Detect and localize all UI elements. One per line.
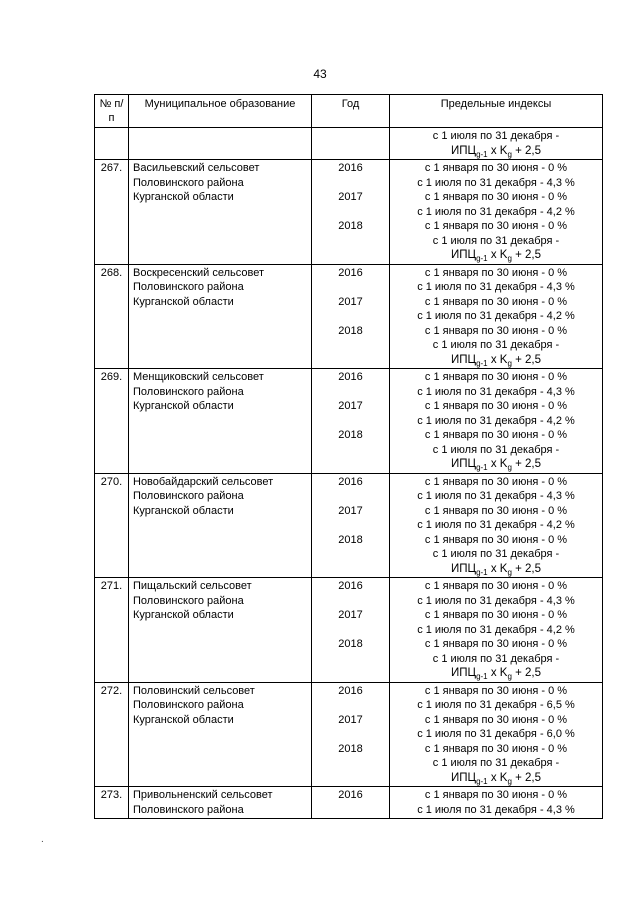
municipality-line: Половинского района <box>133 281 244 293</box>
cell-municipality <box>129 787 312 819</box>
municipality-line: Половинского района <box>133 803 244 816</box>
year-value: 2016 <box>338 684 363 697</box>
municipality-line: Менщиковский сельсовет <box>133 371 264 383</box>
index-line: с 1 июля по 31 декабря - 4,2 % <box>417 519 575 531</box>
ipc-base: ИПЦ <box>451 353 477 366</box>
index-line: с 1 июля по 31 декабря - <box>432 130 560 142</box>
cell-municipality <box>129 264 312 369</box>
index-line: с 1 июля по 31 декабря - <box>432 652 560 665</box>
municipality-line: Половинского района <box>133 594 244 607</box>
ipc-mid: x K <box>487 562 508 575</box>
index-line: с 1 января по 30 июня - 0 % <box>424 191 568 203</box>
index-line: с 1 июля по 31 декабря - 4,2 % <box>417 414 575 427</box>
table-row <box>95 473 603 578</box>
ipc-tail: + 2,5 <box>511 249 541 261</box>
ipc-sub2: g <box>507 463 512 472</box>
cell-municipality <box>129 369 312 474</box>
index-line: с 1 января по 30 июня - 0 % <box>424 266 568 279</box>
index-line: с 1 января по 30 июня - 0 % <box>424 162 568 174</box>
cell-indices <box>390 787 603 819</box>
municipality-line: Курганской области <box>133 713 234 726</box>
ipc-formula <box>394 666 598 681</box>
year-value: 2018 <box>338 324 363 337</box>
ipc-sub2: g <box>507 672 512 681</box>
table-row <box>95 787 603 819</box>
header-indices: Предельные индексы <box>390 95 603 128</box>
ipc-formula <box>394 457 598 472</box>
index-line: с 1 января по 30 июня - 0 % <box>424 638 568 650</box>
index-line: с 1 июля по 31 декабря - <box>432 548 560 560</box>
index-line: с 1 января по 30 июня - 0 % <box>424 742 568 755</box>
cell-year <box>312 128 390 160</box>
ipc-mid: x K <box>487 144 508 157</box>
index-line: с 1 июля по 31 декабря - <box>432 757 560 769</box>
index-line: с 1 января по 30 июня - 0 % <box>424 533 568 546</box>
municipality-line: Васильевский сельсовет <box>133 162 260 174</box>
ipc-base: ИПЦ <box>451 667 477 679</box>
table-row <box>95 682 603 787</box>
municipality-line: Половинский сельсовет <box>133 684 255 697</box>
cell-municipality <box>129 128 312 160</box>
ipc-tail: + 2,5 <box>511 458 541 470</box>
ipc-formula <box>394 144 598 159</box>
municipality-line: Курганской области <box>133 191 234 203</box>
year-value: 2016 <box>338 789 363 801</box>
ipc-mid: x K <box>487 667 508 679</box>
index-line: с 1 января по 30 июня - 0 % <box>424 580 568 592</box>
cell-year <box>312 473 390 578</box>
ipc-formula <box>394 248 598 263</box>
ipc-base: ИПЦ <box>451 771 477 784</box>
cell-year <box>312 160 390 265</box>
tariff-index-table <box>94 94 603 819</box>
index-line: с 1 января по 30 июня - 0 % <box>424 295 568 308</box>
header-year: Год <box>312 95 390 128</box>
ipc-mid: x K <box>487 353 508 366</box>
ipc-sub1: g-1 <box>476 567 488 577</box>
municipality-line: Новобайдарский сельсовет <box>133 475 274 488</box>
scan-mark: . <box>41 834 44 845</box>
municipality-line: Курганской области <box>133 504 234 517</box>
ipc-sub2: g <box>507 254 512 263</box>
ipc-sub1: g-1 <box>476 254 488 263</box>
index-line: с 1 января по 30 июня - 0 % <box>424 504 568 517</box>
ipc-formula <box>394 353 598 368</box>
table-row <box>95 264 603 369</box>
municipality-line: Привольненский сельсовет <box>133 789 273 801</box>
year-value: 2018 <box>338 638 363 650</box>
municipality-line: Половинского района <box>133 699 244 711</box>
year-value: 2016 <box>338 266 363 279</box>
header-municipality: Муниципальное образование <box>129 95 312 128</box>
index-line: с 1 июля по 31 декабря - 6,5 % <box>417 699 575 711</box>
ipc-sub1: g-1 <box>476 358 488 368</box>
index-line: с 1 июля по 31 декабря - 6,0 % <box>417 728 575 740</box>
cell-municipality <box>129 578 312 683</box>
ipc-mid: x K <box>487 458 508 470</box>
year-value: 2016 <box>338 371 363 383</box>
ipc-base: ИПЦ <box>451 144 477 157</box>
index-line: с 1 июля по 31 декабря - 4,3 % <box>417 176 575 189</box>
cell-number: 273. <box>95 787 129 819</box>
municipality-line: Курганской области <box>133 609 234 621</box>
cell-municipality <box>129 682 312 787</box>
table-header-row <box>95 95 603 128</box>
ipc-tail: + 2,5 <box>511 353 541 366</box>
year-value: 2017 <box>338 191 363 203</box>
year-value: 2017 <box>338 713 363 726</box>
index-line: с 1 июля по 31 декабря - 4,3 % <box>417 490 575 502</box>
cell-number: 267. <box>95 160 129 265</box>
cell-indices <box>390 264 603 369</box>
year-value: 2017 <box>338 504 363 517</box>
ipc-mid: x K <box>487 249 508 261</box>
cell-year <box>312 264 390 369</box>
ipc-base: ИПЦ <box>451 458 477 470</box>
cell-year <box>312 369 390 474</box>
year-value: 2018 <box>338 533 363 546</box>
cell-indices <box>390 578 603 683</box>
ipc-sub1: g-1 <box>476 776 488 786</box>
ipc-tail: + 2,5 <box>511 667 541 679</box>
header-number: № п/п <box>95 95 129 128</box>
cell-number: 269. <box>95 369 129 474</box>
year-value: 2017 <box>338 400 363 412</box>
year-value: 2017 <box>338 609 363 621</box>
year-value: 2016 <box>338 580 363 592</box>
continuation-row <box>95 128 603 160</box>
index-line: с 1 января по 30 июня - 0 % <box>424 789 568 801</box>
cell-municipality <box>129 473 312 578</box>
page-number: 43 <box>313 67 327 81</box>
ipc-sub1: g-1 <box>476 149 488 159</box>
year-value: 2018 <box>338 429 363 441</box>
ipc-formula <box>394 562 598 577</box>
municipality-line: Пищальский сельсовет <box>133 580 252 592</box>
year-value: 2016 <box>338 475 363 488</box>
municipality-line: Половинского района <box>133 490 244 502</box>
municipality-line: Половинского района <box>133 176 244 189</box>
table-row <box>95 369 603 474</box>
index-line: с 1 января по 30 июня - 0 % <box>424 400 568 412</box>
index-line: с 1 июля по 31 декабря - <box>432 234 560 247</box>
ipc-sub2: g <box>507 567 512 577</box>
ipc-base: ИПЦ <box>451 249 477 261</box>
cell-year <box>312 578 390 683</box>
year-value: 2016 <box>338 162 363 174</box>
ipc-sub2: g <box>507 149 512 159</box>
cell-indices <box>390 682 603 787</box>
ipc-sub2: g <box>507 358 512 368</box>
cell-municipality <box>129 160 312 265</box>
year-value: 2017 <box>338 295 363 308</box>
index-line: с 1 июля по 31 декабря - 4,2 % <box>417 623 575 636</box>
cell-indices <box>390 128 603 160</box>
ipc-tail: + 2,5 <box>511 144 541 157</box>
cell-indices <box>390 160 603 265</box>
cell-year <box>312 682 390 787</box>
ipc-tail: + 2,5 <box>511 771 541 784</box>
index-line: с 1 июля по 31 декабря - 4,3 % <box>417 803 575 816</box>
index-line: с 1 июля по 31 декабря - <box>432 339 560 351</box>
municipality-line: Воскресенский сельсовет <box>133 266 265 279</box>
cell-number: 272. <box>95 682 129 787</box>
index-line: с 1 июля по 31 декабря - 4,2 % <box>417 310 575 322</box>
cell-number <box>95 128 129 160</box>
ipc-base: ИПЦ <box>451 562 477 575</box>
index-line: с 1 января по 30 июня - 0 % <box>424 713 568 726</box>
index-line: с 1 января по 30 июня - 0 % <box>424 371 568 383</box>
table-row <box>95 578 603 683</box>
cell-year <box>312 787 390 819</box>
index-line: с 1 января по 30 июня - 0 % <box>424 475 568 488</box>
index-line: с 1 июля по 31 декабря - 4,3 % <box>417 385 575 398</box>
index-line: с 1 января по 30 июня - 0 % <box>424 429 568 441</box>
index-line: с 1 января по 30 июня - 0 % <box>424 684 568 697</box>
table-body <box>95 128 603 819</box>
cell-number: 271. <box>95 578 129 683</box>
ipc-sub1: g-1 <box>476 463 488 472</box>
index-line: с 1 июля по 31 декабря - 4,3 % <box>417 281 575 293</box>
municipality-line: Половинского района <box>133 385 244 398</box>
index-line: с 1 января по 30 июня - 0 % <box>424 609 568 621</box>
index-line: с 1 января по 30 июня - 0 % <box>424 324 568 337</box>
year-value: 2018 <box>338 742 363 755</box>
index-line: с 1 июля по 31 декабря - 4,3 % <box>417 594 575 607</box>
municipality-line: Курганской области <box>133 295 234 308</box>
ipc-formula <box>394 771 598 786</box>
index-line: с 1 июля по 31 декабря - <box>432 443 560 456</box>
municipality-line: Курганской области <box>133 400 234 412</box>
ipc-tail: + 2,5 <box>511 562 541 575</box>
year-value: 2018 <box>338 220 363 232</box>
cell-number: 270. <box>95 473 129 578</box>
index-line: с 1 января по 30 июня - 0 % <box>424 220 568 232</box>
ipc-sub1: g-1 <box>476 672 488 681</box>
cell-indices <box>390 473 603 578</box>
ipc-mid: x K <box>487 771 508 784</box>
index-line: с 1 июля по 31 декабря - 4,2 % <box>417 205 575 218</box>
cell-indices <box>390 369 603 474</box>
cell-number: 268. <box>95 264 129 369</box>
table-row <box>95 160 603 265</box>
ipc-sub2: g <box>507 776 512 786</box>
